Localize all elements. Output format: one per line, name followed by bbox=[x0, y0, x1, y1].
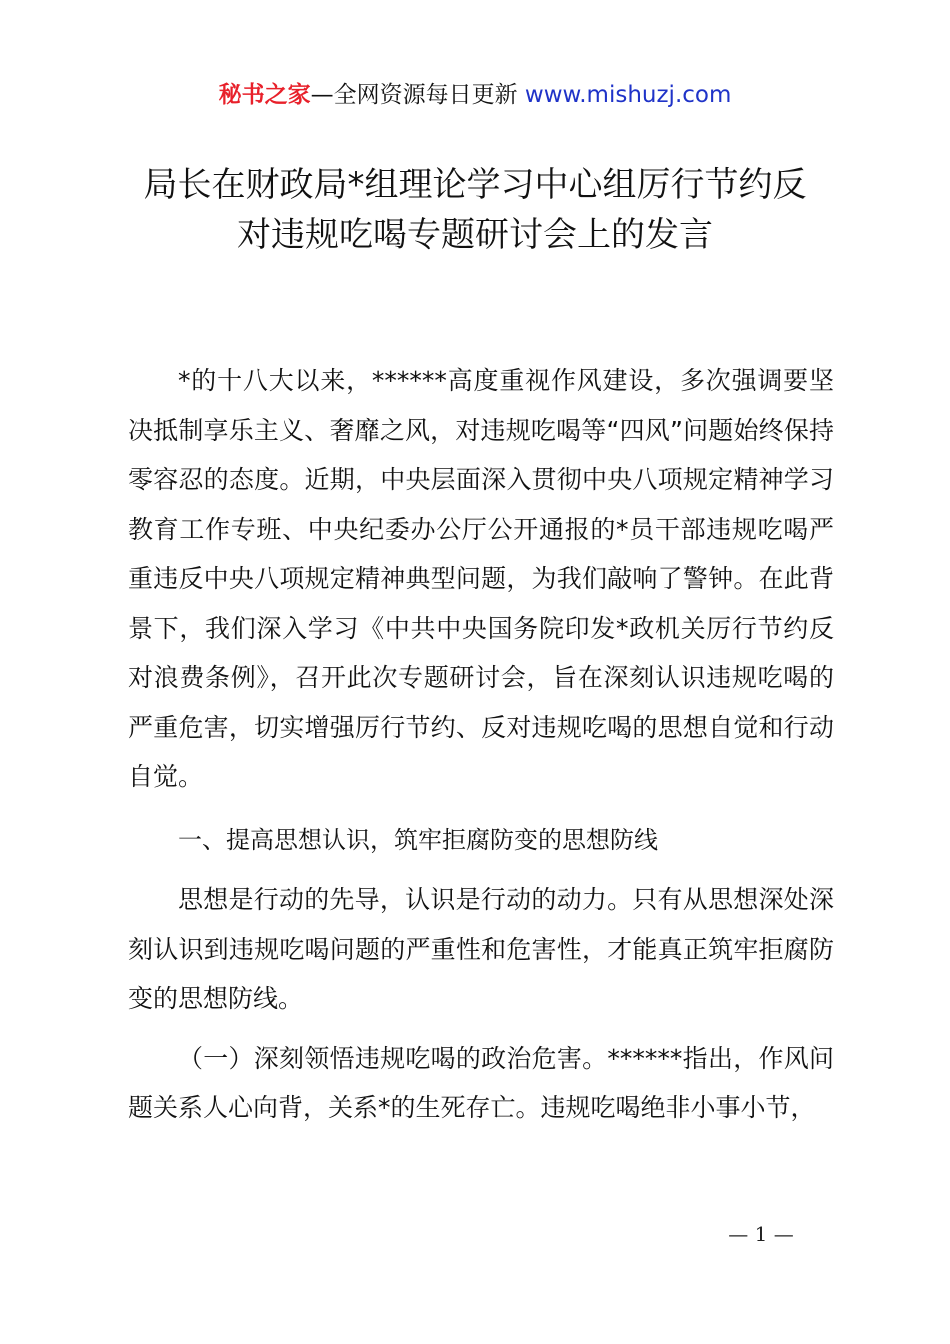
site-brand: 秘书之家 bbox=[218, 82, 311, 108]
page-number: — 1 — bbox=[728, 1222, 794, 1246]
paragraph-intro: *的十八大以来，******高度重视作风建设，多次强调要坚决抵制享乐主义、奢靡之风，对违规吃喝等“四风”问题始终保持零容忍的态度。近期，中央层面深入贯彻中央八项规定精神学习教育工作专班、中央纪委办公厅公开通报的*员干部违规吃喝严重违反中央八项规定精神典型问题，为我们敲响了警钟。在此背景下，我们深入学习《中共中央国务院印发*政机关厉行节约反对浪费条例》，召开此次专题研讨会，旨在深刻认识违规吃喝的严重危害，切实增强厉行节约、反对违规吃喝的思想自觉和行动自觉。 bbox=[128, 366, 834, 791]
site-banner bbox=[0, 78, 950, 112]
site-slogan: —全网资源每日更新 bbox=[310, 82, 525, 108]
document-title-line-2: 对违规吃喝专题研讨会上的发言 bbox=[237, 215, 713, 255]
paragraph-section-1: 思想是行动的先导，认识是行动的动力。只有从思想深处深刻认识到违规吃喝问题的严重性和危害性，才能真正筑牢拒腐防变的思想防线。 bbox=[128, 885, 834, 1013]
paragraph-subsection-1: （一）深刻领悟违规吃喝的政治危害。******指出，作风问题关系人心向背，关系*的生死存亡。违规吃喝绝非小事小节， bbox=[128, 1043, 834, 1122]
section-heading-1: 一、提高思想认识，筑牢拒腐防变的思想防线 bbox=[178, 825, 658, 854]
document-body bbox=[128, 356, 834, 1133]
document-title bbox=[60, 160, 890, 260]
document-title-line-1: 局长在财政局*组理论学习中心组厉行节约反 bbox=[143, 165, 807, 205]
site-url-link[interactable]: www.mishuzj.com bbox=[524, 82, 732, 108]
